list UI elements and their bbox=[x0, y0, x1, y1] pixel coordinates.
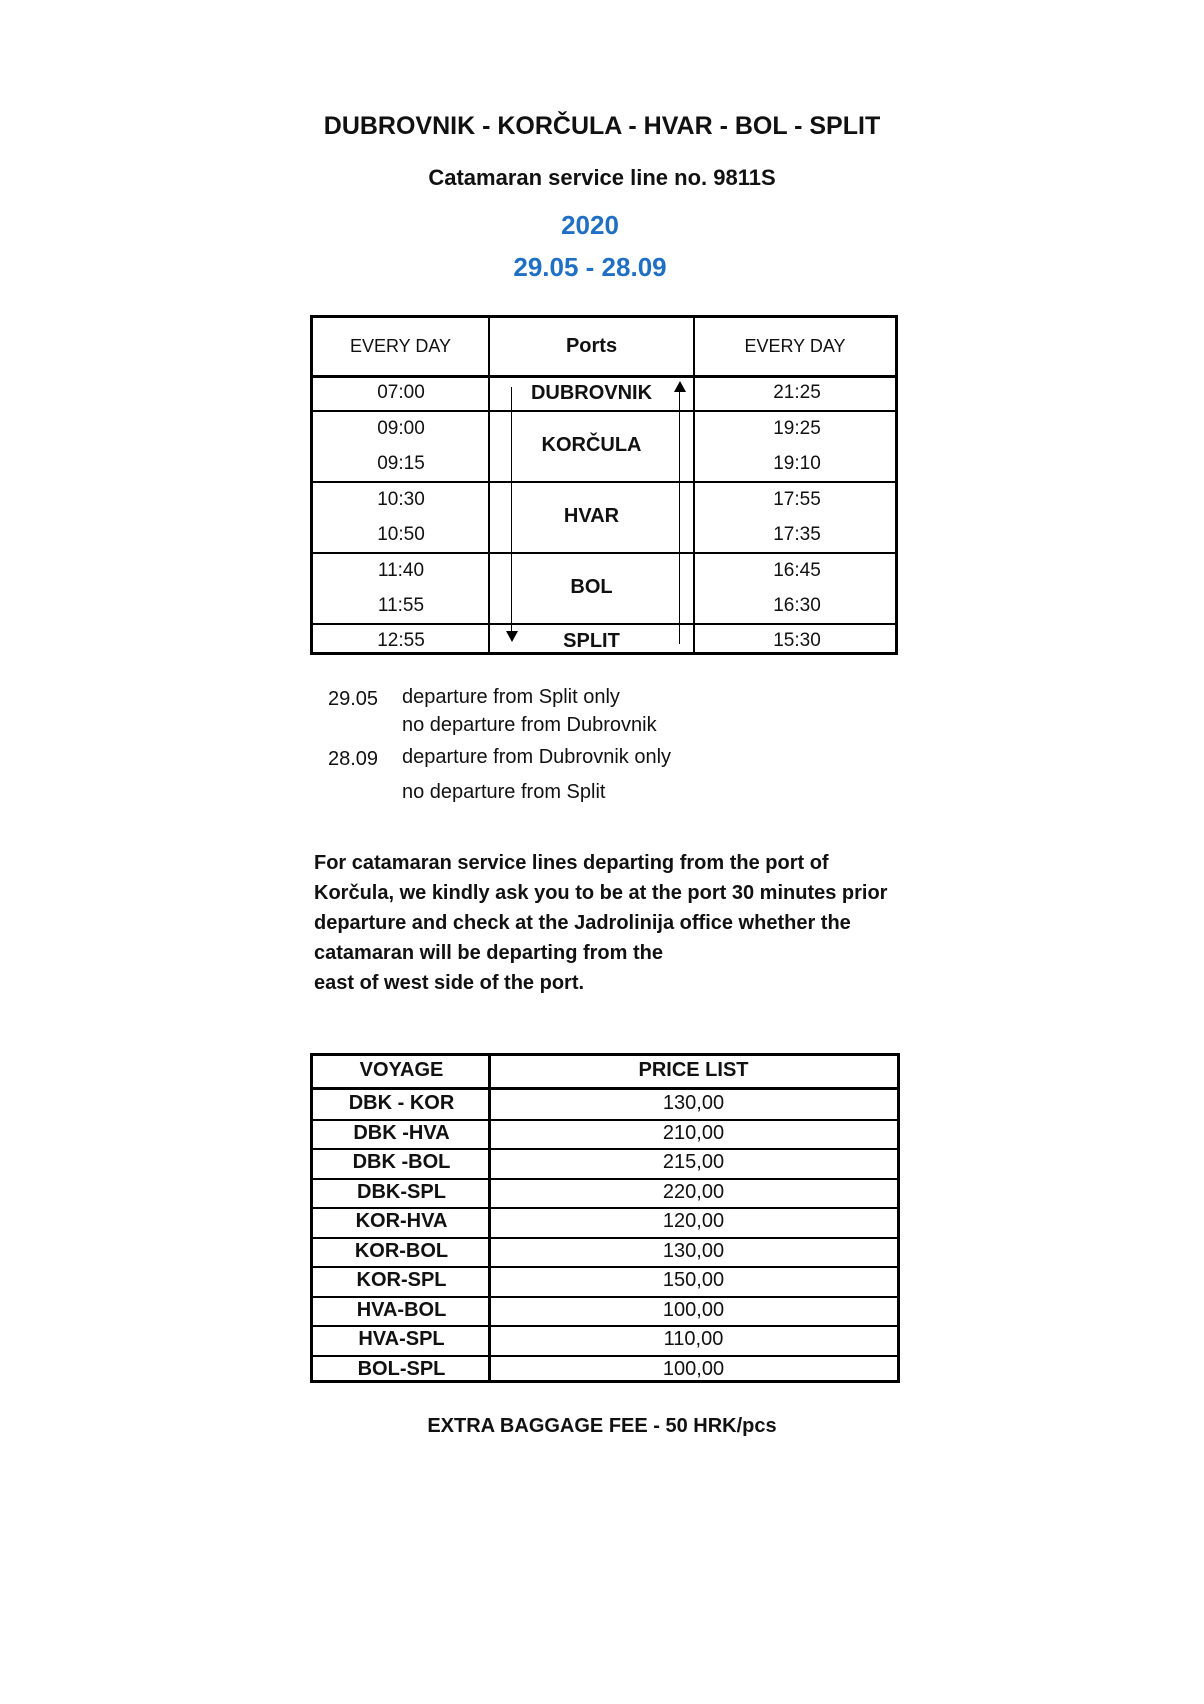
price-cell: 215,00 bbox=[662, 1151, 725, 1173]
arrow-up-icon bbox=[674, 381, 686, 392]
return-time: 19:10 bbox=[773, 453, 821, 474]
return-time: 21:25 bbox=[773, 382, 821, 403]
return-time: 17:35 bbox=[773, 524, 821, 545]
header-price: PRICE LIST bbox=[638, 1059, 749, 1081]
price-cell: 130,00 bbox=[662, 1092, 725, 1114]
port-name: HVAR bbox=[563, 505, 620, 527]
voyage-cell: DBK -BOL bbox=[352, 1151, 451, 1173]
row-divider bbox=[313, 552, 895, 554]
header-outbound: EVERY DAY bbox=[349, 336, 452, 356]
row-divider bbox=[313, 481, 895, 483]
price-cell: 120,00 bbox=[662, 1210, 725, 1232]
extra-baggage-fee: EXTRA BAGGAGE FEE - 50 HRK/pcs bbox=[427, 1415, 777, 1437]
outbound-time: 07:00 bbox=[377, 382, 425, 403]
price-cell: 100,00 bbox=[662, 1298, 725, 1321]
table-row bbox=[313, 1355, 897, 1385]
row-divider bbox=[313, 410, 895, 412]
table-row bbox=[313, 1237, 897, 1269]
note-text: no departure from Dubrovnik bbox=[402, 714, 657, 736]
note-text: departure from Split only bbox=[402, 686, 620, 708]
table-row bbox=[313, 1089, 897, 1121]
outbound-time: 09:00 bbox=[377, 418, 425, 439]
return-time: 19:25 bbox=[773, 418, 821, 439]
outbound-time: 09:15 bbox=[377, 453, 425, 474]
voyage-cell: DBK-SPL bbox=[357, 1180, 446, 1203]
info-line: For catamaran service lines departing from the port of bbox=[314, 852, 829, 874]
price-table bbox=[310, 1053, 900, 1383]
port-info-paragraph bbox=[314, 848, 914, 998]
table-row bbox=[313, 1148, 897, 1180]
return-time: 15:30 bbox=[773, 630, 821, 651]
info-line: departure and check at the Jadrolinija office whether the bbox=[314, 912, 851, 934]
row-divider bbox=[313, 623, 895, 625]
outbound-time: 11:55 bbox=[377, 595, 425, 616]
return-time: 16:45 bbox=[773, 560, 821, 581]
outbound-time: 12:55 bbox=[377, 630, 425, 651]
outbound-time: 10:50 bbox=[377, 524, 425, 545]
voyage-cell: DBK - KOR bbox=[348, 1092, 455, 1114]
port-name: KORČULA bbox=[541, 434, 642, 456]
voyage-cell: BOL-SPL bbox=[357, 1357, 446, 1380]
info-line: catamaran will be departing from the bbox=[314, 942, 663, 964]
season-year: 2020 bbox=[561, 210, 619, 240]
port-name: SPLIT bbox=[563, 630, 620, 652]
arrow-down-icon bbox=[506, 631, 518, 642]
return-time: 17:55 bbox=[773, 489, 821, 510]
table-row bbox=[313, 1178, 897, 1210]
port-name: BOL bbox=[570, 576, 613, 598]
voyage-cell: KOR-BOL bbox=[354, 1239, 449, 1262]
price-cell: 110,00 bbox=[663, 1328, 724, 1350]
note-text: departure from Dubrovnik only bbox=[402, 746, 672, 768]
note-date: 29.05 bbox=[328, 688, 379, 710]
header-voyage: VOYAGE bbox=[359, 1059, 444, 1081]
header-return: EVERY DAY bbox=[744, 336, 846, 356]
table-row bbox=[313, 1266, 897, 1298]
page-title: DUBROVNIK - KORČULA - HVAR - BOL - SPLIT bbox=[323, 112, 881, 140]
schedule-table bbox=[310, 315, 898, 655]
voyage-cell: DBK -HVA bbox=[353, 1121, 450, 1144]
note-text: no departure from Split bbox=[402, 781, 606, 803]
down-arrow-line bbox=[511, 387, 512, 635]
price-cell: 100,00 bbox=[662, 1357, 725, 1380]
note-date: 28.09 bbox=[328, 748, 379, 770]
price-table-header bbox=[313, 1056, 897, 1090]
table-row bbox=[313, 1325, 897, 1357]
outbound-time: 10:30 bbox=[377, 489, 425, 510]
season-period: 29.05 - 28.09 bbox=[513, 252, 667, 282]
voyage-cell: KOR-HVA bbox=[355, 1210, 448, 1232]
return-time: 16:30 bbox=[773, 595, 821, 616]
voyage-cell: HVA-SPL bbox=[358, 1328, 445, 1350]
info-line: Korčula, we kindly ask you to be at the port 30 minutes prior bbox=[314, 882, 888, 904]
price-cell: 210,00 bbox=[662, 1121, 725, 1144]
voyage-cell: KOR-SPL bbox=[356, 1269, 447, 1291]
price-cell: 150,00 bbox=[662, 1269, 725, 1291]
info-line: east of west side of the port. bbox=[314, 972, 585, 994]
voyage-cell: HVA-BOL bbox=[356, 1298, 447, 1321]
header-ports: Ports bbox=[565, 335, 618, 357]
table-row bbox=[313, 1119, 897, 1151]
page-subtitle: Catamaran service line no. 9811S bbox=[428, 165, 776, 190]
table-row bbox=[313, 1296, 897, 1328]
table-row bbox=[313, 1207, 897, 1239]
price-cell: 130,00 bbox=[662, 1239, 725, 1262]
outbound-time: 11:40 bbox=[377, 560, 425, 581]
price-cell: 220,00 bbox=[662, 1180, 725, 1203]
port-name: DUBROVNIK bbox=[530, 382, 653, 404]
up-arrow-line bbox=[679, 388, 680, 644]
